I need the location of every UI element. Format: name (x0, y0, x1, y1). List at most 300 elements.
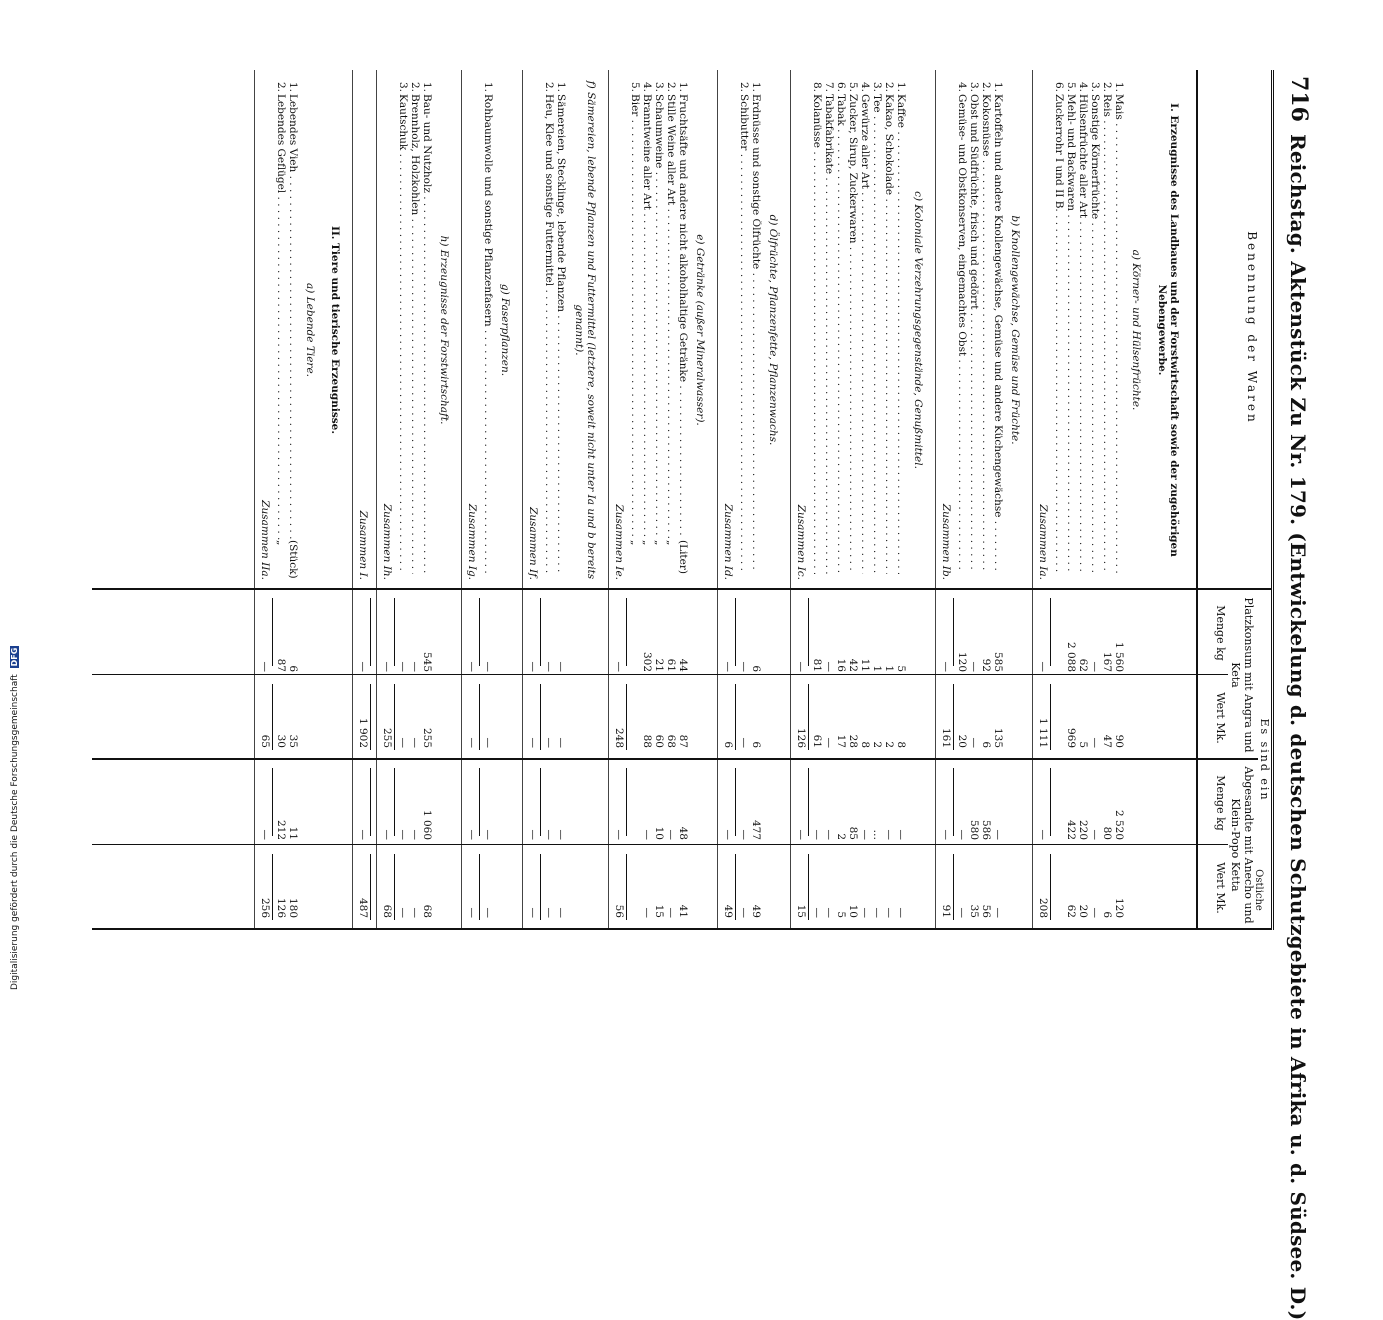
block-divider (352, 70, 353, 930)
row-label: Schaumweine . . . (653, 94, 665, 574)
sum-menge-2: — (1037, 829, 1049, 840)
table-row (1065, 70, 1077, 930)
sum-wert-2: 91 (940, 904, 952, 918)
cell-menge-2: 580 (968, 819, 980, 840)
sum-row (613, 70, 625, 930)
cell-menge-1: 92 (980, 658, 992, 672)
cell-wert-1: — (397, 737, 409, 748)
cell-wert-1: — (823, 737, 835, 748)
row-label: Mehl- und Backwaren . . . (1065, 94, 1077, 574)
column-divider-right (92, 928, 1272, 930)
row-number: 1. (287, 81, 299, 92)
cell-menge-1: 2 088 (1065, 641, 1077, 672)
cell-menge-2: — (738, 829, 750, 840)
sum-wert-1: — (527, 737, 539, 748)
sum-rule (540, 854, 541, 920)
sum-rule (394, 684, 395, 750)
cell-wert-2: — (956, 907, 968, 918)
sum-row (259, 70, 271, 930)
cell-wert-2: 5 (835, 911, 847, 918)
cell-wert-2: — (397, 907, 409, 918)
sum-row (357, 70, 369, 930)
row-label: Kokosnüsse . . . (980, 94, 992, 574)
row-unit: (Liter) (677, 540, 689, 586)
table-row (823, 70, 835, 930)
sum-rule (808, 598, 809, 666)
cell-menge-2: — (992, 829, 1004, 840)
row-label: Tee . . . (871, 94, 883, 574)
row-label: Erdnüsse und sonstige Ölfrüchte . . . (750, 94, 762, 574)
cell-wert-1: 135 (992, 727, 1004, 748)
sum-rule (953, 684, 954, 750)
cell-wert-1: 8 (895, 741, 907, 748)
row-number: 2. (409, 81, 421, 92)
row-number: 5. (1065, 81, 1077, 92)
sum-wert-2: 487 (357, 897, 369, 918)
sum-menge-1: — (381, 661, 393, 672)
cell-menge-1: 1 560 (1113, 641, 1125, 672)
row-number: 3. (968, 81, 980, 92)
row-number: 5. (847, 81, 859, 92)
main-section-heading: I. Erzeugnisse des Landbaues und der Forstwirtschaft sowie der zugehörigen Nebengewerbe. (1156, 103, 1180, 557)
sum-label: Zusammen If. (527, 507, 539, 580)
row-unit: (Stück) (287, 540, 299, 586)
cell-wert-1: 20 (956, 734, 968, 748)
cell-wert-2: — (811, 907, 823, 918)
cell-menge-2: 1 060 (421, 809, 433, 840)
cell-menge-1: 16 (835, 658, 847, 672)
sum-wert-1: 161 (940, 727, 952, 748)
group2-header: Abgesandte mit Anecho und Klein-Popo Ketta (1229, 766, 1255, 924)
row-number: 6. (1053, 81, 1065, 92)
row-number: 1. (555, 81, 567, 92)
sum-wert-2: 208 (1037, 897, 1049, 918)
cell-menge-2: 10 (653, 826, 665, 840)
cell-wert-1: — (968, 737, 980, 748)
cell-wert-2: — (859, 907, 871, 918)
cell-wert-2: 49 (750, 904, 762, 918)
row-label: Lebendes Geflügel . . . (275, 94, 287, 574)
cell-menge-2: — (555, 829, 567, 840)
sum-menge-1: — (259, 661, 271, 672)
cell-menge-2: 2 520 (1113, 809, 1125, 840)
row-unit: „ (665, 540, 677, 586)
cell-wert-2: 15 (653, 904, 665, 918)
page-header (1276, 70, 1316, 1320)
row-number: 2. (543, 81, 555, 92)
sum-rule (1050, 768, 1051, 836)
block-divider (717, 70, 718, 930)
sum-wert-2: 56 (613, 904, 625, 918)
table-row (653, 70, 665, 930)
row-label: Obst und Südfrüchte, frisch und gedörrt . . . (968, 94, 980, 574)
cell-menge-1: 5 (895, 665, 907, 672)
table-row (275, 70, 287, 930)
sum-menge-1: — (795, 661, 807, 672)
c1-header: Menge kg (1214, 605, 1227, 661)
table-row (543, 70, 555, 930)
cell-wert-1: 87 (677, 734, 689, 748)
cell-wert-1: 28 (847, 734, 859, 748)
sum-rule (953, 598, 954, 666)
row-number: 1. (482, 81, 494, 92)
row-label: Kolanüsse . . . (811, 94, 823, 574)
table-row (883, 70, 895, 930)
cell-wert-2: 35 (968, 904, 980, 918)
row-label: Branntweine aller Art . . . (641, 94, 653, 574)
sum-menge-2: — (613, 829, 625, 840)
cell-menge-2: — (665, 829, 677, 840)
section-heading: d) Ölfrüchte, Pflanzenfette, Pflanzenwachs. (767, 214, 779, 446)
sum-wert-2: 256 (259, 897, 271, 918)
sum-rule (394, 854, 395, 920)
sum-wert-2: — (466, 907, 478, 918)
column-divider-2 (92, 758, 1258, 760)
row-label: Tabak . . . (835, 94, 847, 574)
cell-menge-2: — (543, 829, 555, 840)
row-number: 6. (835, 81, 847, 92)
sum-menge-1: — (722, 661, 734, 672)
row-label: Heu, Klee und sonstige Futtermittel . . . (543, 94, 555, 574)
table-row (409, 70, 421, 930)
section-heading: g) Faserpflanzen. (499, 283, 511, 377)
sum-rule (370, 768, 371, 836)
row-label: Kautschuk . . . (397, 94, 409, 574)
section-heading: e) Getränke (außer Mineralwasser). (694, 234, 706, 426)
cell-wert-2: — (543, 907, 555, 918)
row-unit: „ (653, 540, 665, 586)
sum-menge-2: — (357, 829, 369, 840)
row-number: 4. (641, 81, 653, 92)
cell-menge-1: 6 (287, 665, 299, 672)
cell-wert-1: 35 (287, 734, 299, 748)
table-row (1077, 70, 1089, 930)
sum-rule (540, 768, 541, 836)
sum-wert-2: 68 (381, 904, 393, 918)
cell-menge-2: — (482, 829, 494, 840)
row-number: 3. (653, 81, 665, 92)
sum-rule (540, 684, 541, 750)
row-number: 2. (738, 81, 750, 92)
sum-row (1037, 70, 1049, 930)
cell-menge-2: … (871, 829, 883, 840)
cell-wert-2: 120 (1113, 897, 1125, 918)
sum-label: Zusammen Ia. (1037, 504, 1049, 580)
sum-wert-1: 255 (381, 727, 393, 748)
sum-menge-1: — (466, 661, 478, 672)
cell-wert-2: — (895, 907, 907, 918)
sum-row (795, 70, 807, 930)
cell-menge-1: 302 (641, 651, 653, 672)
cell-wert-1: — (738, 737, 750, 748)
row-label: Bier . . . (629, 94, 641, 574)
sum-rule (953, 768, 954, 836)
column-divider-3 (92, 844, 1228, 845)
row-label: Rohbaumwolle und sonstige Pflanzenfasern . . . (482, 94, 494, 574)
row-label: Mais . . . (1113, 94, 1125, 574)
sum-rule (626, 598, 627, 666)
table-row (1053, 70, 1065, 930)
sum-menge-2: — (722, 829, 734, 840)
row-label: Schibutter . . . (738, 94, 750, 574)
row-label: Reis . . . (1101, 94, 1113, 574)
sum-menge-2: — (381, 829, 393, 840)
row-number: 3. (1089, 81, 1101, 92)
section-heading: h) Erzeugnisse der Forstwirtschaft. (438, 235, 450, 425)
sum-rule (394, 768, 395, 836)
sum-wert-1: — (466, 737, 478, 748)
cell-menge-2: — (883, 829, 895, 840)
main-section-heading: II. Tiere und tierische Erzeugnisse. (329, 225, 341, 434)
cell-menge-2: — (1089, 829, 1101, 840)
cell-wert-1: 88 (641, 734, 653, 748)
sum-rule (272, 598, 273, 666)
header-rule (1271, 70, 1274, 930)
sum-rule (479, 684, 480, 750)
c3-header: Menge kg (1214, 775, 1227, 831)
table-row (1113, 70, 1125, 930)
digitization-footer (10, 646, 20, 990)
sum-row (722, 70, 734, 930)
sum-rule (808, 684, 809, 750)
table-row (895, 70, 907, 930)
cell-menge-1: — (482, 661, 494, 672)
name-column-header: Benennung der Waren (1245, 231, 1259, 425)
cell-menge-1: — (1089, 661, 1101, 672)
sum-rule (1050, 598, 1051, 666)
row-label: Zucker, Sirup, Zuckerwaren . . . (847, 94, 859, 574)
row-label: Bau- und Nutzholz . . . (421, 94, 433, 574)
block-divider (1032, 70, 1033, 930)
cell-wert-1: 68 (665, 734, 677, 748)
cell-wert-1: — (482, 737, 494, 748)
cell-wert-2: — (641, 907, 653, 918)
cell-wert-1: 60 (653, 734, 665, 748)
section-heading: a) Körner- und Hülsenfrüchte. (1130, 249, 1142, 411)
row-number: 1. (992, 81, 1004, 92)
cell-wert-1: 30 (275, 734, 287, 748)
cell-wert-2: — (665, 907, 677, 918)
cell-menge-1: — (397, 661, 409, 672)
sum-menge-1: — (613, 661, 625, 672)
cell-wert-1: 255 (421, 727, 433, 748)
row-label: Lebendes Vieh . . . (287, 94, 299, 574)
sum-rule (272, 854, 273, 920)
header-bottom-rule (1196, 70, 1198, 930)
block-divider (935, 70, 936, 930)
sum-wert-1: 126 (795, 727, 807, 748)
table-row (629, 70, 641, 930)
row-label: Sonstige Körnerfrüchte . . . (1089, 94, 1101, 574)
page-number: 716 (1286, 76, 1312, 122)
c2-header: Wert Mk. (1214, 692, 1227, 744)
cell-menge-1: 21 (653, 658, 665, 672)
table-row (677, 70, 689, 930)
table-row (641, 70, 653, 930)
top-header: Es sind ein (1258, 718, 1271, 802)
cell-wert-2: — (409, 907, 421, 918)
table-row (421, 70, 433, 930)
cell-menge-1: 42 (847, 658, 859, 672)
block-divider (461, 70, 462, 930)
cell-wert-1: 90 (1113, 734, 1125, 748)
cell-menge-2: — (956, 829, 968, 840)
sum-menge-2: — (795, 829, 807, 840)
sum-rule (808, 768, 809, 836)
sum-rule (626, 854, 627, 920)
sum-rule (735, 684, 736, 750)
row-number: 1. (1113, 81, 1125, 92)
sum-rule (626, 684, 627, 750)
block-divider (254, 70, 255, 930)
sum-rule (272, 684, 273, 750)
cell-menge-1: 167 (1101, 651, 1113, 672)
table-row (665, 70, 677, 930)
cell-menge-2: 11 (287, 826, 299, 840)
cell-wert-1: 17 (835, 734, 847, 748)
cell-menge-1: — (823, 661, 835, 672)
sum-rule (953, 854, 954, 920)
sum-rule (370, 684, 371, 750)
cell-menge-2: 220 (1077, 819, 1089, 840)
cell-menge-2: — (409, 829, 421, 840)
cell-menge-1: 545 (421, 651, 433, 672)
row-number: 2. (980, 81, 992, 92)
section-heading: f) Sämereien, lebende Pflanzen und Futtermittel (letztere, soweit nicht unter Ia und b bereits genannt). (573, 80, 597, 580)
row-unit: „ (629, 540, 641, 586)
cell-wert-1: 5 (1077, 741, 1089, 748)
cell-wert-2: — (871, 907, 883, 918)
cell-menge-2: — (859, 829, 871, 840)
sum-rule (540, 598, 541, 666)
sum-wert-1: 248 (613, 727, 625, 748)
cell-menge-2: — (641, 829, 653, 840)
row-number: 5. (629, 81, 641, 92)
table-row (871, 70, 883, 930)
row-number: 4. (859, 81, 871, 92)
sum-rule (370, 854, 371, 920)
block-divider (376, 70, 377, 930)
cell-wert-1: 969 (1065, 727, 1077, 748)
row-label: Sämereien, Stecklinge, lebende Pflanzen . . . (555, 94, 567, 574)
cell-menge-2: 212 (275, 819, 287, 840)
table-row (968, 70, 980, 930)
footer-text: Digitalisierung gefördert durch die Deutsche Forschungsgemeinschaft (10, 674, 20, 990)
sum-label: Zusammen Ic. (795, 504, 807, 580)
table-row (738, 70, 750, 930)
sum-label: Zusammen IIa. (259, 500, 271, 580)
cell-menge-2: — (397, 829, 409, 840)
column-divider-1 (92, 674, 1228, 675)
sum-menge-1: — (940, 661, 952, 672)
cell-wert-1: 6 (750, 741, 762, 748)
sum-row (466, 70, 478, 930)
cell-wert-2: 62 (1065, 904, 1077, 918)
row-label: Fruchtsäfte und andere nicht alkoholhaltige Getränke . . . (677, 94, 689, 574)
cell-menge-1: 61 (665, 658, 677, 672)
cell-wert-2: — (482, 907, 494, 918)
east-header: Ostliche (1253, 869, 1264, 911)
sum-menge-2: — (940, 829, 952, 840)
sum-rule (1050, 854, 1051, 920)
block-divider (522, 70, 523, 930)
row-label: Zuckerrohr I und II B. . . . (1053, 94, 1065, 574)
row-label: Hülsenfrüchte aller Art . . . (1077, 94, 1089, 574)
table-row (1101, 70, 1113, 930)
c4-header: Wert Mk. (1214, 862, 1227, 914)
cell-menge-1: — (543, 661, 555, 672)
column-divider-names (92, 588, 1272, 590)
sum-label: Zusammen Ig. (466, 503, 478, 580)
sum-rule (1050, 684, 1051, 750)
sum-rule (479, 854, 480, 920)
sum-menge-2: — (466, 829, 478, 840)
rotated-page (80, 70, 1316, 1320)
sum-wert-2: — (527, 907, 539, 918)
sum-rule (479, 768, 480, 836)
sum-menge-1: — (357, 661, 369, 672)
sum-label: Zusammen I. (357, 510, 369, 580)
section-heading: b) Knollengewächse, Gemüse und Früchte. (1009, 215, 1021, 445)
cell-wert-1: 8 (859, 741, 871, 748)
sum-wert-1: 6 (722, 741, 734, 748)
sum-menge-1: — (527, 661, 539, 672)
row-label: Kakao, Schokolade . . . (883, 94, 895, 574)
sum-rule (479, 598, 480, 666)
cell-menge-1: 81 (811, 658, 823, 672)
row-number: 1. (677, 81, 689, 92)
sum-wert-2: 15 (795, 904, 807, 918)
sum-rule (735, 768, 736, 836)
cell-wert-1: — (543, 737, 555, 748)
cell-wert-2: 10 (847, 904, 859, 918)
cell-wert-1: — (1089, 737, 1101, 748)
cell-wert-2: 20 (1077, 904, 1089, 918)
sum-rule (735, 598, 736, 666)
cell-menge-1: — (409, 661, 421, 672)
row-number: 7. (823, 81, 835, 92)
table-row (287, 70, 299, 930)
row-number: 1. (895, 81, 907, 92)
cell-menge-2: 2 (835, 833, 847, 840)
cell-wert-2: 180 (287, 897, 299, 918)
table-row (482, 70, 494, 930)
sum-label: Zusammen Ib. (940, 503, 952, 580)
row-label: Gemüse- und Obstkonserven, eingemachtes Obst . . . (956, 94, 968, 574)
block-divider (790, 70, 791, 930)
cell-wert-1: — (555, 737, 567, 748)
cell-wert-1: 2 (871, 741, 883, 748)
row-number: 4. (1077, 81, 1089, 92)
cell-menge-1: 585 (992, 651, 1004, 672)
section-heading: a) Lebende Tiere. (304, 283, 316, 377)
cell-wert-2: — (555, 907, 567, 918)
row-label: Tabakfabrikate . . . (823, 94, 835, 574)
sum-row (381, 70, 393, 930)
cell-menge-2: 85 (847, 826, 859, 840)
block-divider (608, 70, 609, 930)
cell-wert-2: 126 (275, 897, 287, 918)
cell-menge-2: — (811, 829, 823, 840)
group1-header: Platzkonsum mit Angra und Keta (1229, 597, 1255, 753)
row-label: Stille Weine aller Art . . . (665, 94, 677, 574)
row-label: Brennholz, Holzkohlen . . . (409, 94, 421, 574)
sum-menge-2: — (259, 829, 271, 840)
cell-menge-2: 422 (1065, 819, 1077, 840)
cell-menge-1: 1 (871, 665, 883, 672)
table-row (847, 70, 859, 930)
sum-rule (735, 854, 736, 920)
